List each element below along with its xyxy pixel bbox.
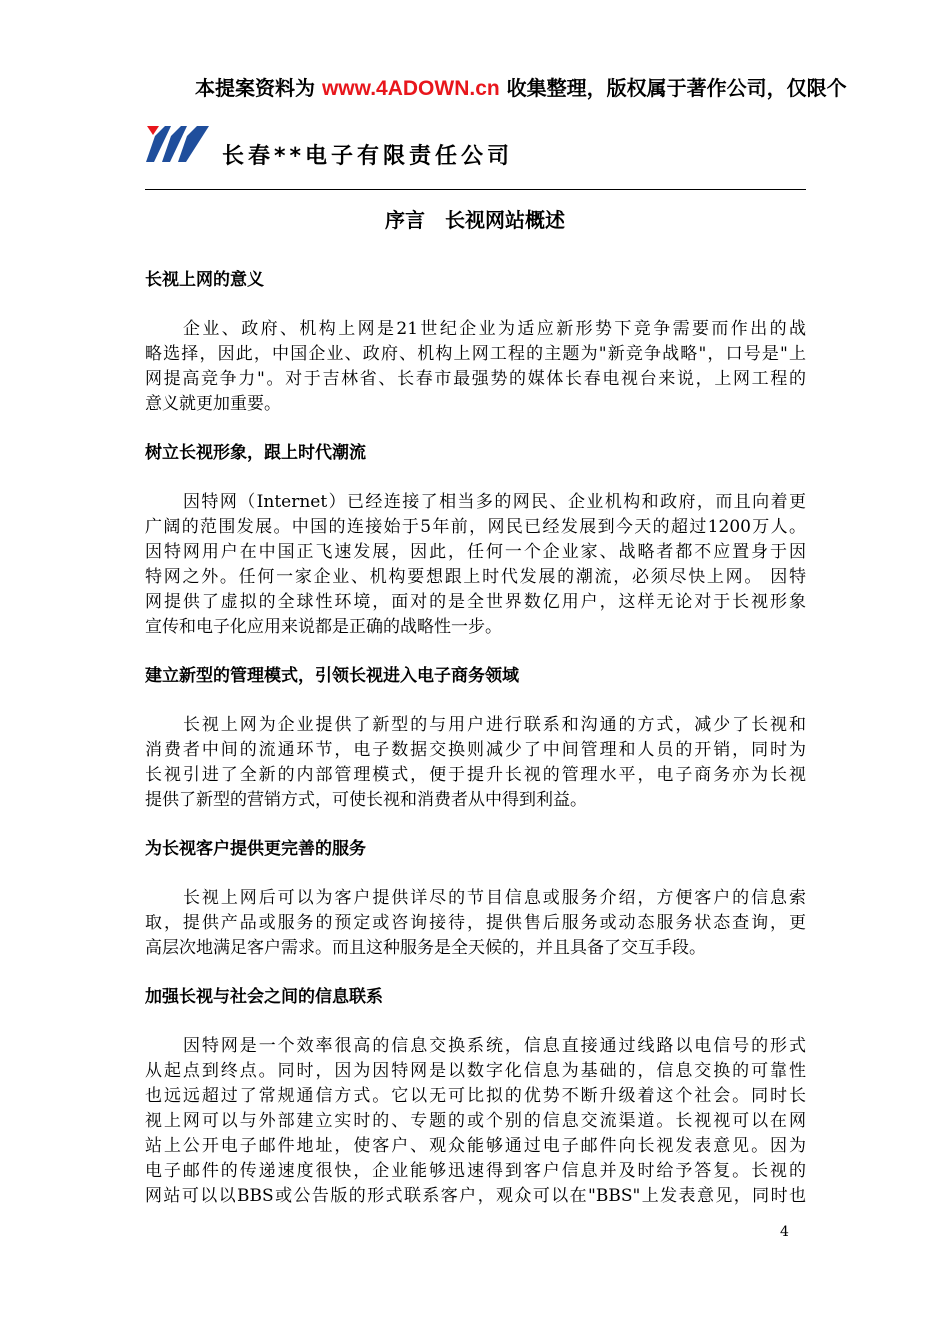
section-heading: 加强长视与社会之间的信息联系 bbox=[145, 987, 383, 1007]
page-title: 序言 长视网站概述 bbox=[385, 208, 565, 232]
paragraph-line: 长视引进了全新的内部管理模式，便于提升长视的管理水平，电子商务亦为长视 bbox=[145, 765, 806, 785]
banner-url[interactable]: www.4ADOWN.cn bbox=[321, 77, 500, 100]
paragraph-line: 高层次地满足客户需求。而且这种服务是全天候的，并且具备了交互手段。 bbox=[145, 938, 706, 958]
section-paragraph bbox=[145, 1034, 806, 1209]
section-heading: 建立新型的管理模式，引领长视进入电子商务领域 bbox=[145, 666, 519, 686]
paragraph-line: 取，提供产品或服务的预定或咨询接待，提供售后服务或动态服务状态查询，更 bbox=[145, 913, 806, 933]
paragraph-line: 站上公开电子邮件地址，使客户、观众能够通过电子邮件向长视发表意见。因为 bbox=[145, 1136, 806, 1156]
source-banner bbox=[195, 72, 847, 101]
paragraph-line: 网提供了虚拟的全球性环境，面对的是全世界数亿用户，这样无论对于长视形象 bbox=[145, 592, 806, 612]
paragraph-line: 从起点到终点。同时，因为因特网是以数字化信息为基础的，信息交换的可靠性 bbox=[145, 1061, 806, 1081]
paragraph-line: 长视上网为企业提供了新型的与用户进行联系和沟通的方式，减少了长视和 bbox=[183, 715, 806, 735]
paragraph-line: 略选择，因此，中国企业、政府、机构上网工程的主题为"新竞争战略"，口号是"上 bbox=[145, 344, 806, 364]
section-heading: 树立长视形象，跟上时代潮流 bbox=[145, 443, 366, 463]
paragraph-line: 电子邮件的传递速度很快，企业能够迅速得到客户信息并及时给予答复。长视的 bbox=[145, 1161, 806, 1181]
paragraph-line: 因特网是一个效率很高的信息交换系统，信息直接通过线路以电信号的形式 bbox=[183, 1036, 806, 1056]
paragraph-line: 也远远超过了常规通信方式。它以无可比拟的优势不断升级着这个社会。同时长 bbox=[145, 1086, 806, 1106]
paragraph-line: 因特网用户在中国正飞速发展，因此，任何一个企业家、战略者都不应置身于因 bbox=[145, 542, 806, 562]
banner-suffix: 收集整理，版权属于著作公司，仅限个 bbox=[499, 76, 847, 100]
page-number: 4 bbox=[780, 1224, 789, 1240]
company-logo-icon bbox=[145, 126, 209, 162]
paragraph-line: 网提高竞争力"。对于吉林省、长春市最强势的媒体长春电视台来说，上网工程的 bbox=[145, 369, 806, 389]
paragraph-line: 长视上网后可以为客户提供详尽的节目信息或服务介绍，方便客户的信息索 bbox=[183, 888, 806, 908]
paragraph-line: 特网之外。任何一家企业、机构要想跟上时代发展的潮流，必须尽快上网。 因特 bbox=[145, 567, 806, 587]
section-paragraph bbox=[145, 490, 806, 640]
paragraph-line: 视上网可以与外部建立实时的、专题的或个别的信息交流渠道。长视视可以在网 bbox=[145, 1111, 806, 1131]
paragraph-line: 广阔的范围发展。中国的连接始于5年前，网民已经发展到今天的超过1200万人。 bbox=[145, 517, 806, 537]
banner-prefix: 本提案资料为 bbox=[195, 76, 322, 100]
paragraph-line: 因特网（Internet）已经连接了相当多的网民、企业机构和政府，而且向着更 bbox=[183, 492, 806, 512]
section-paragraph bbox=[145, 713, 806, 813]
paragraph-line: 网站可以以BBS或公告版的形式联系客户，观众可以在"BBS"上发表意见，同时也 bbox=[145, 1186, 806, 1206]
section-paragraph bbox=[145, 317, 806, 417]
paragraph-line: 企业、政府、机构上网是21世纪企业为适应新形势下竞争需要而作出的战 bbox=[183, 319, 806, 339]
paragraph-line: 意义就更加重要。 bbox=[145, 394, 281, 414]
document-body bbox=[145, 268, 806, 1233]
paragraph-line: 宣传和电子化应用来说都是正确的战略性一步。 bbox=[145, 617, 502, 637]
company-name: 长春**电子有限责任公司 bbox=[222, 144, 514, 169]
section-paragraph bbox=[145, 886, 806, 961]
paragraph-line: 提供了新型的营销方式，可使长视和消费者从中得到利益。 bbox=[145, 790, 587, 810]
section-heading: 长视上网的意义 bbox=[145, 270, 264, 290]
section-heading: 为长视客户提供更完善的服务 bbox=[145, 839, 366, 859]
paragraph-line: 消费者中间的流通环节，电子数据交换则减少了中间管理和人员的开销，同时为 bbox=[145, 740, 806, 760]
header-divider bbox=[145, 189, 806, 190]
